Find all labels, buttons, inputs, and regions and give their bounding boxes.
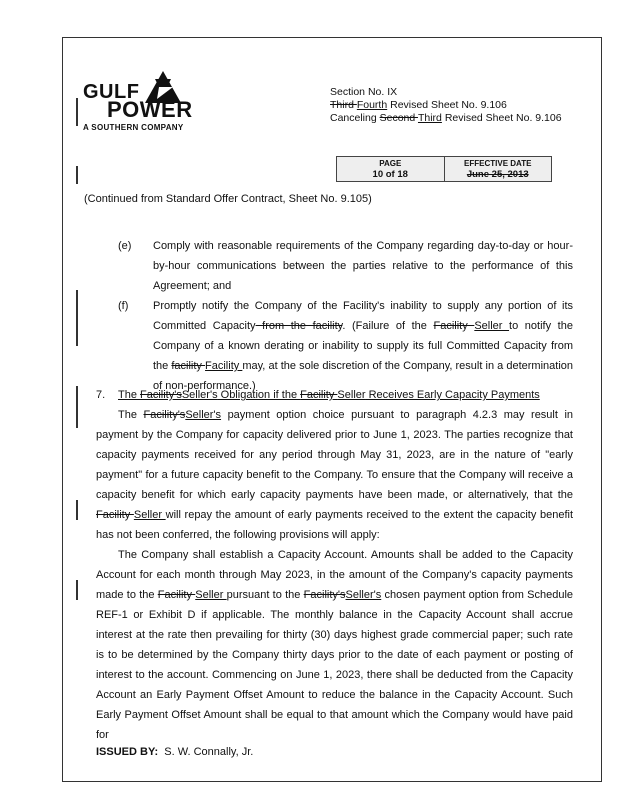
change-bar (76, 98, 78, 126)
deleted-text: Third (330, 99, 357, 111)
text-run: pursuant to the (226, 589, 304, 601)
inserted-text: Facility (205, 360, 243, 372)
text-run: Receives Early Capacity Payments (365, 389, 540, 401)
heading-title (118, 389, 540, 401)
text-run: . (Failure of the (342, 320, 434, 332)
page-label: PAGE (379, 159, 402, 168)
deleted-text: from the facility (255, 320, 343, 332)
inserted-text: Fourth (356, 99, 388, 111)
inserted-text: Seller's (345, 589, 382, 601)
issued-by (96, 746, 253, 758)
deleted-text: Facility (300, 389, 338, 401)
effective-date-cell (444, 157, 552, 181)
section-number: Section No. IX (330, 86, 398, 98)
item-text: Comply with reasonable requirements of the Company regarding day-to-day or hour-by-hour communications between the parties relative to the performance of this Agreement; and (153, 240, 573, 292)
text-run: The Company shall establish a Capacity Account. Amounts shall be added to the Capacity Account for each month through May 2023, in the amount of the Company's capacity payments made to the (96, 549, 573, 601)
text-run: The (118, 409, 144, 421)
list-item-e (118, 236, 573, 296)
text-run: may, at the sole discretion of the Company, result in a determination of non-performance.) (153, 360, 573, 392)
text-run: to notify the Company of a known derating or inability to supply its full Committed Capacity from the (153, 320, 573, 372)
inserted-text: Seller (195, 589, 227, 601)
effective-date-label: EFFECTIVE DATE (464, 159, 532, 168)
continued-note: (Continued from Standard Offer Contract, Sheet No. 9.105) (84, 193, 372, 205)
deleted-text: Facility's (143, 409, 186, 421)
canceling-prefix: Canceling (330, 112, 380, 124)
deleted-text: Facility's (303, 589, 346, 601)
deleted-text: Facility (157, 589, 196, 601)
item-text (153, 296, 573, 396)
deleted-text: Facility (433, 320, 475, 332)
change-bar (76, 386, 78, 428)
item-marker: (f) (118, 300, 129, 312)
change-bar (76, 580, 78, 600)
issued-by-label: ISSUED BY: (96, 746, 159, 758)
inserted-text: Seller's (181, 389, 218, 401)
revised-sheet (330, 99, 562, 112)
text-run: chosen payment option from Schedule REF-1 or Exhibit D if applicable. The monthly balance in the Capacity Account shall accrue interest at the rate then prevailing for thirty (30) days highest grade commercial paper; such rate is to be determined by the Company thirty days prior to the date of each payment or posting of interest to the account. Commencing on June 1, 2023, there shall be deducted from the Capacity Account an Early Payment Offset Amount to reduce the balance in the Capacity Account. Such Early Payment Offset Amount shall be equal to that amount which the Company would have paid for (96, 589, 574, 741)
change-bar (76, 290, 78, 346)
logo-text-power: POWER (107, 97, 193, 122)
logo-tagline: A SOUTHERN COMPANY (83, 123, 184, 132)
change-bar (76, 166, 78, 184)
text-run: Obligation if the (217, 389, 301, 401)
list-item-f (118, 296, 573, 392)
issuer-name: S. W. Connally, Jr. (164, 746, 254, 758)
canceling-sheet (330, 112, 562, 125)
paragraph-2 (96, 545, 573, 745)
paragraph-1 (96, 405, 573, 545)
text-run: Promptly notify the Company of the Facility's inability to supply any portion of its Committed Capacity (153, 300, 573, 332)
heading-number: 7. (96, 389, 106, 401)
canceling-rest: Revised Sheet No. 9.106 (441, 112, 562, 124)
inserted-text: Seller (337, 389, 366, 401)
text-run: The (118, 389, 141, 401)
text-run: will repay the amount of early payments received to the extent the capacity benefit has not been conferred, the following provisions will apply: (96, 509, 574, 541)
text-run: payment option choice pursuant to paragraph 4.2.3 may result in payment by the Company for capacity delivered prior to June 1, 2023. The parties recognize that capacity payments received for any period through May 31, 2023, are in the nature of "early payment" for a future capacity benefit to the Company. To ensure that the Company will receive a capacity benefit for which early capacity payments have been made, or alternatively, that the (96, 409, 574, 501)
inserted-text: Seller (474, 320, 510, 332)
deleted-text: Facility's (140, 389, 182, 401)
effective-date-value: June 25, 2013 (466, 168, 529, 180)
inserted-text: Seller (133, 509, 166, 521)
change-bar (76, 500, 78, 520)
revised-sheet-rest: Revised Sheet No. 9.106 (387, 99, 507, 111)
page-value: 10 of 18 (372, 168, 408, 180)
deleted-text: Second (379, 112, 418, 124)
inserted-text: Third (417, 112, 442, 124)
section-header (330, 86, 562, 125)
page-info-box (336, 156, 552, 182)
deleted-text: Facility (96, 509, 134, 521)
company-logo (83, 67, 233, 137)
item-marker: (e) (118, 240, 132, 252)
inserted-text: Seller's (185, 409, 222, 421)
section-heading (96, 389, 540, 401)
page-cell (337, 157, 444, 181)
logo-text-gulf: GULF (83, 81, 140, 103)
deleted-text: facility (171, 360, 206, 372)
